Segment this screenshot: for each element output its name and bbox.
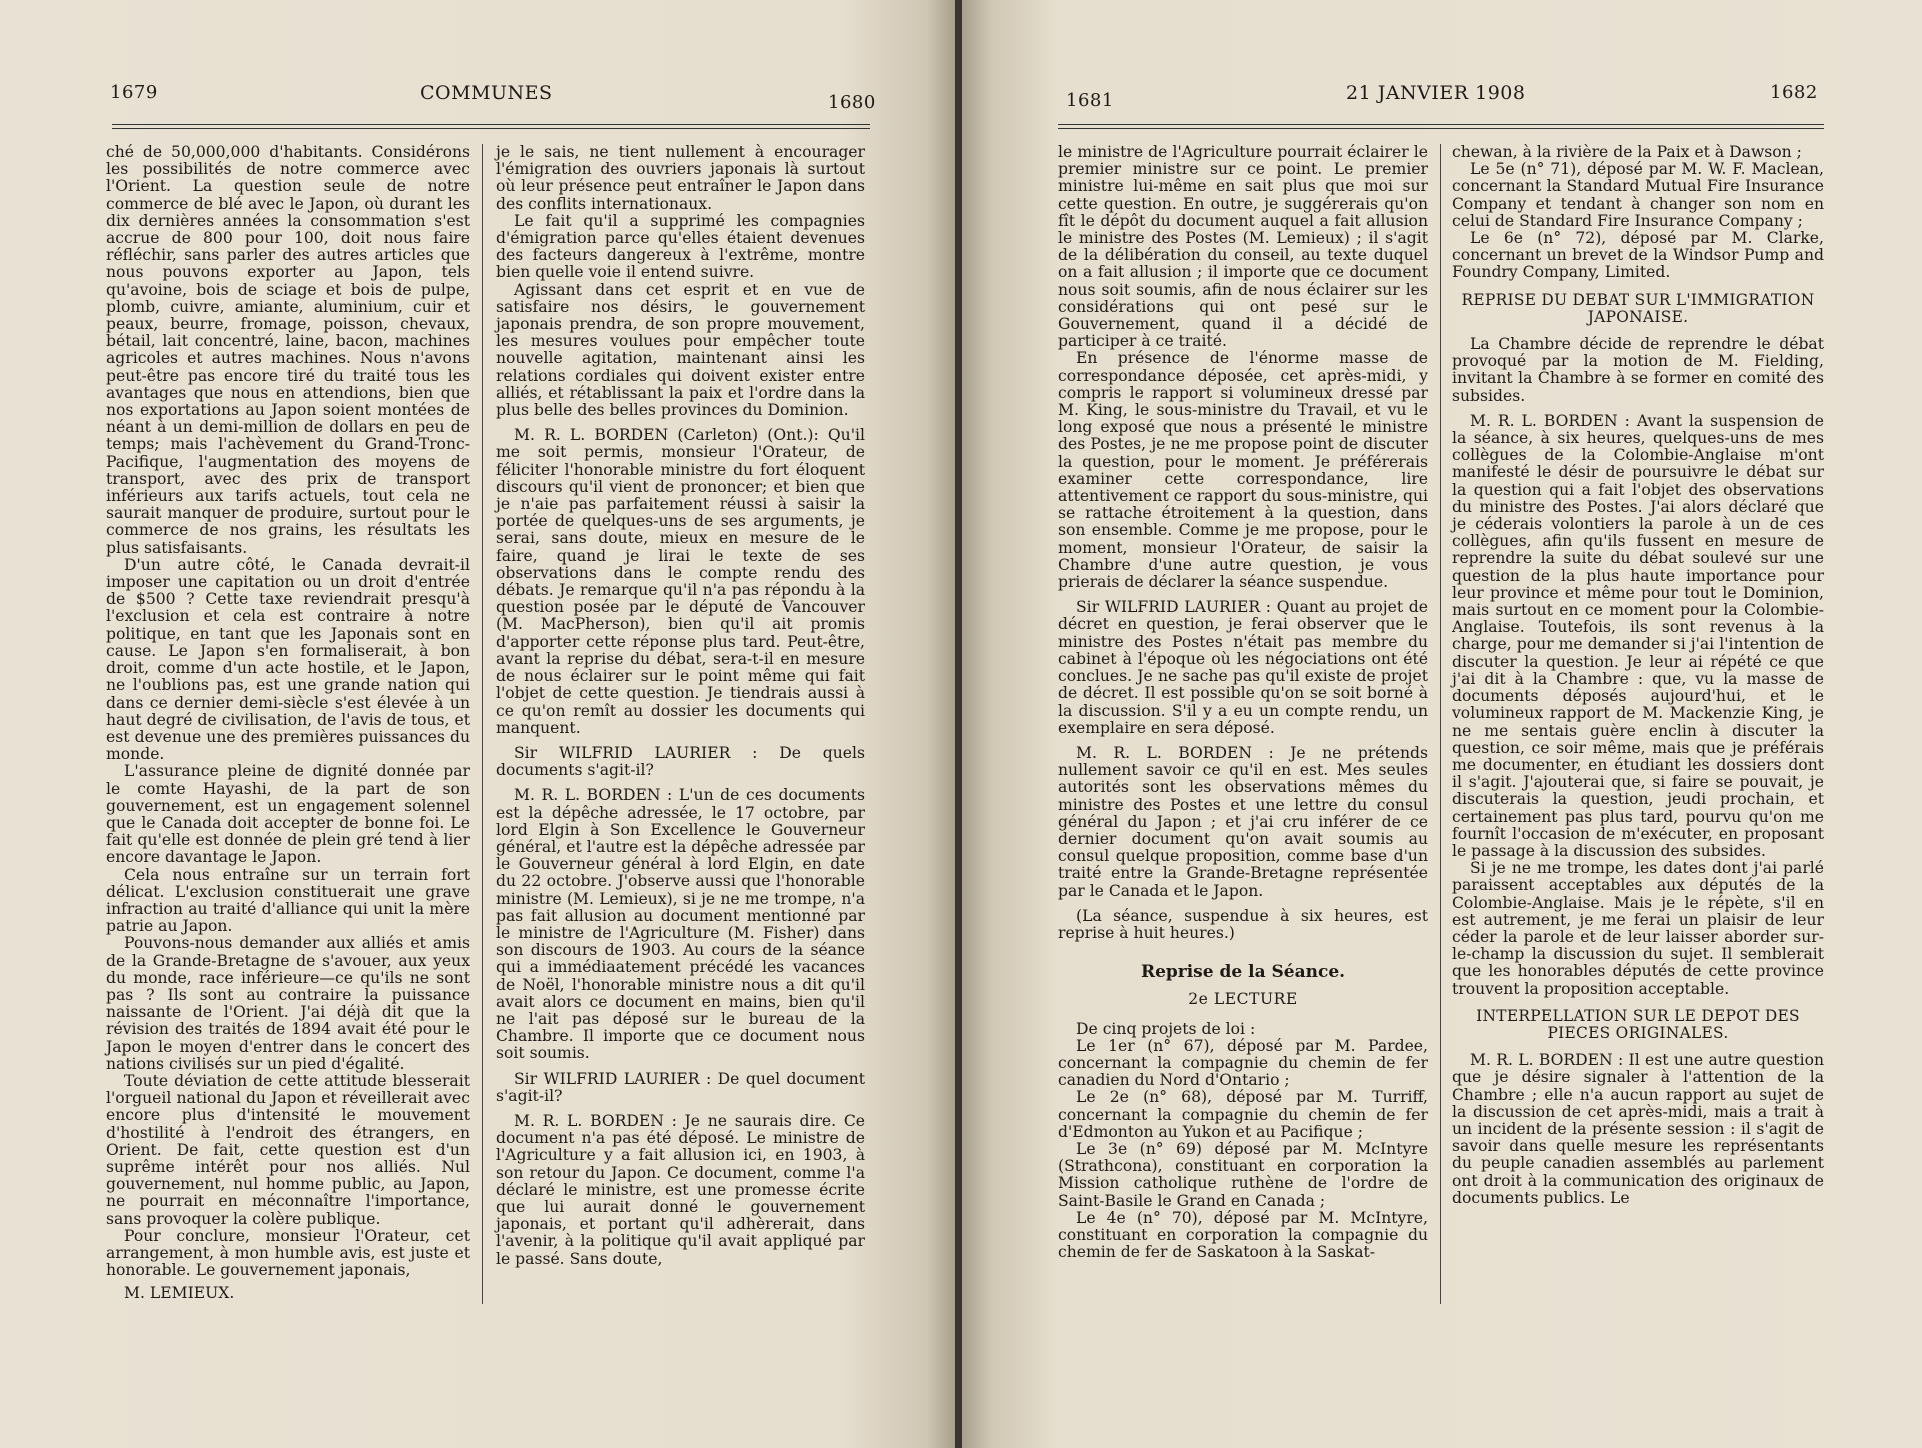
paragraph: Le 6e (n° 72), déposé par M. Clarke, concernant un brevet de la Windsor Pump and Foundry Company, Limited. <box>1452 229 1824 282</box>
column-divider <box>482 144 483 1304</box>
section-heading-immigration: REPRISE DU DEBAT SUR L'IMMIGRATION JAPONAISE. <box>1461 290 1815 326</box>
paragraph: Le 1er (n° 67), déposé par M. Pardee, concernant la compagnie du chemin de fer canadien du Nord d'Ontario ; <box>1058 1036 1428 1090</box>
paragraph: L'assurance pleine de dignité donnée par le comte Hayashi, de la part de son gouvernement, est un engagement solennel que le Canada doit accepter de bonne foi. Le fait qu'elle est donnée de plein gré tend à lier encore davantage le Japon. <box>106 762 470 867</box>
page-footer-speaker: M. LEMIEUX. <box>124 1284 235 1303</box>
paragraph: Pour conclure, monsieur l'Orateur, cet arrangement, à mon humble avis, est juste et honorable. Le gouvernement japonais, <box>106 1226 470 1280</box>
right-page <box>962 0 1922 1448</box>
paragraph: D'un autre côté, le Canada devrait-il imposer une capitation ou un droit d'entrée de $500 ? Cette taxe reviendrait presqu'à l'exclusion et cela est contraire à notre politique, en tant que les Japonais sont en cause. Le Japon s'en formaliserait, à bon droit, comme d'un acte hostile, et le Japon, ne l'oublions pas, est une grande nation qui dans ce dernier demi-siècle s'est élevée à un haut degré de civilisation, de l'avis de tous, et est devenue une des premières puissances du monde. <box>106 555 470 764</box>
paragraph: En présence de l'énorme masse de correspondance déposée, cet après-midi, y compris le rapport si volumineux dressé par M. King, le sous-ministre du Travail, et vu le long exposé que nous a présenté le ministre des Postes, je ne me propose point de discuter la question, pour le moment. Je préférerais examiner cette correspondance, lire attentivement ce rapport du sous-ministre, qui se rattache étroitement à la question, dans son ensemble. Comme je me propose, pour le moment, monsieur l'Orateur, de saisir la Chambre d'une autre question, je vous prierais de déclarer la séance suspendue. <box>1058 349 1428 592</box>
paragraph: Sir WILFRID LAURIER : De quel document s'agit-il? <box>496 1069 865 1105</box>
left-column-2 <box>496 144 865 1268</box>
paragraph: Pouvons-nous demander aux alliés et amis de la Grande-Bretagne de s'avouer, aux yeux du monde, race inférieure—ce qu'ils ne sont pas ? Ils sont au contraire la puissance naissante de l'Orient. J'ai déjà dit que la révision des traités de 1894 avait été pour le Japon le moyen d'entrer dans le concert des nations civilisés sur un pied d'égalité. <box>106 934 470 1073</box>
header-rule <box>1058 124 1824 129</box>
page-number-1680: 1680 <box>828 92 876 113</box>
paragraph: Le 5e (n° 71), déposé par M. W. F. Maclean, concernant la Standard Mutual Fire Insurance Company et tendant à changer son nom en celui de Standard Fire Insurance Company ; <box>1452 160 1824 230</box>
page-number-1682: 1682 <box>1770 82 1818 103</box>
left-column-1 <box>106 144 470 1303</box>
paragraph: Le 4e (n° 70), déposé par M. McIntyre, constituant en corporation la compagnie du chemin de fer de Saskatoon à la Saskat- <box>1058 1208 1428 1262</box>
header-rule <box>112 124 870 129</box>
paragraph: Le fait qu'il a supprimé les compagnies d'émigration parce qu'elles étaient devenues des facteurs dangereux à l'extrême, montre bien quelle voie il entend suivre. <box>496 211 865 282</box>
paragraph: Si je ne me trompe, les dates dont j'ai parlé paraissent acceptables aux députés de la Colombie-Anglaise. Mais je le répète, s'il en est autrement, je me ferai un plaisir de leur céder la parole et de leur laisser aborder sur-le-champ la discussion du sujet. Il semblerait que les honorables députés de cette province trouvent la proposition acceptable. <box>1452 859 1824 998</box>
section-heading-reprise: Reprise de la Séance. <box>1140 962 1346 983</box>
paragraph: M. R. L. BORDEN : L'un de ces documents est la dépêche adressée, le 17 octobre, par lord Elgin à Son Excellence le Gouverneur général, et l'autre est la dépêche adressée par le Gouverneur général à lord Elgin, en date du 22 octobre. J'observe aussi que l'honorable ministre (M. Lemieux), si je ne me trompe, n'a pas fait allusion au document mentionné par le ministre de l'Agriculture (M. Fisher) dans son discours de 1903. Au cours de la séance qui a immédiaatement précédé les vacances de Noël, l'honorable ministre nous a dit qu'il avait alors ce document en mains, bien qu'il ne l'ait pas déposé sur le bureau de la Chambre. Il importe que ce document nous soit soumis. <box>496 786 865 1063</box>
paragraph: Le 2e (n° 68), déposé par M. Turriff, concernant la compagnie du chemin de fer d'Edmonton au Yukon et au Pacifique ; <box>1058 1088 1428 1141</box>
paragraph: Sir WILFRID LAURIER : De quels documents s'agit-il? <box>496 743 865 780</box>
paragraph: Sir WILFRID LAURIER : Quant au projet de décret en question, je ferai observer que le ministre des Postes n'était pas membre du cabinet à l'époque où les négociations ont été conclues. Je ne sache pas qu'il existe de projet de décret. Il est possible qu'on se soit borné à la discussion. S'il y a eu un compte rendu, un exemplaire en sera déposé. <box>1058 598 1428 737</box>
subheading-2e-lecture: 2e LECTURE <box>1188 990 1298 1009</box>
running-title-communes: COMMUNES <box>420 82 553 104</box>
running-title-date: 21 JANVIER 1908 <box>1346 82 1526 104</box>
paragraph: Agissant dans cet esprit et en vue de satisfaire nos désirs, le gouvernement japonais prendra, de son propre mouvement, les mesures voulues pour empêcher toute nouvelle agitation, maintenant ainsi les relations cordiales qui doivent exister entre alliés, et rétablissant la paix et l'ordre dans la plus belle des belles provinces du Dominion. <box>496 280 865 420</box>
right-column-1 <box>1058 144 1428 1261</box>
paragraph: M. R. L. BORDEN : Je ne saurais dire. Ce document n'a pas été déposé. Le ministre de l'Agriculture y a fait allusion ici, en 1903, à son retour du Japon. Ce document, comme l'a déclaré le ministre, est une promesse écrite que lui aurait donné le gouvernement japonais, et portant qu'il adhèrerait, dans l'avenir, à la politique qu'il avait appliqué par le passé. Sans doute, <box>496 1111 865 1268</box>
paragraph: chewan, à la rivière de la Paix et à Dawson ; <box>1452 143 1802 161</box>
paragraph: je le sais, ne tient nullement à encourager l'émigration des ouvriers japonais là surtout où leur présence peut entraîner le Japon dans des conflits internationaux. <box>496 143 865 213</box>
paragraph: le ministre de l'Agriculture pourrait éclairer le premier ministre sur ce point. Le premier ministre lui-même en sait plus que moi sur cette question. En outre, je suggérerais qu'on fît le dépôt du document auquel a fait allusion le ministre des Postes (M. Lemieux) ; il s'agit de la délibération du conseil, au texte duquel on a fait allusion ; il importe que ce document nous soit soumis, afin de nous éclairer sur les considérations qui ont pesé sur le Gouvernement, quand il a décidé de participer à ce traité. <box>1058 143 1428 351</box>
paragraph: ché de 50,000,000 d'habitants. Considérons les possibilités de notre commerce avec l'Orient. La question seule de notre commerce de blé avec le Japon, où durant les dix dernières années la consommation s'est accrue de 800 pour 100, doit nous faire réfléchir, sans parler des autres articles que nous pouvons exporter au Japon, tels qu'avoine, bois de sciage et bois de pulpe, plomb, cuivre, amiante, aluminium, cuir et peaux, beurre, fromage, poisson, chevaux, bétail, lait concentré, laine, bacon, machines agricoles et autres machines. Nous n'avons peut-être pas encore tiré du traité tous les avantages que nous en attendions, bien que nos exportations au Japon soient montées de néant à un demi-million de dollars en peu de temps; mais l'achèvement du Grand-Tronc-Pacifique, l'augmentation des moyens de transport, avec des prix de transport inférieurs aux tarifs actuels, tout cela ne saurait manquer de produire, surtout pour le commerce de nos grains, les résultats les plus satisfaisants. <box>106 143 470 557</box>
paragraph: (La séance, suspendue à six heures, est reprise à huit heures.) <box>1058 906 1428 942</box>
paragraph: M. R. L. BORDEN : Avant la suspension de la séance, à six heures, quelques-uns de mes collègues de la Colombie-Anglaise m'ont manifesté le désir de poursuivre le débat sur la question qui a fait l'objet des observations du ministre des Postes. J'ai alors déclaré que je céderais volontiers la parole à un de ces collègues, afin qu'ils fussent en mesure de reprendre la suite du débat soulevé sur une question de la plus haute importance pour leur province et même pour tout le Dominion, mais surtout en ce moment pour la Colombie-Anglaise. Toutefois, ils sont revenus à la charge, pour me demander si j'ai l'intention de discuter la question. Je leur ai répété ce que j'ai dit à la Chambre : que, vu la masse de documents déposés aujourd'hui, et le volumineux rapport de M. Mackenzie King, je ne me sentais guère enclin à discuter la question, ce soir même, mais que je préférais me documenter, en étudiant les dossiers dont il s'agit. J'ajouterai que, si faire se pouvait, je discuterais la question, jeudi prochain, et certainement pas plus tard, pourvu qu'on me fournît l'occasion de m'exécuter, en proposant le passage à la discussion des subsides. <box>1452 411 1824 860</box>
left-page <box>0 0 955 1448</box>
page-number-1681: 1681 <box>1066 90 1114 111</box>
paragraph: M. R. L. BORDEN (Carleton) (Ont.): Qu'il me soit permis, monsieur l'Orateur, de féliciter l'honorable ministre du fort éloquent discours qu'il vient de prononcer; et bien que je n'aie pas parfaitement réussi à saisir la portée de quelques-uns de ses arguments, je serai, sans doute, mieux en mesure de le faire, quand je lirai le texte de ses observations dans le compte rendu des débats. Je remarque qu'il n'a pas répondu à la question posée par le député de Vancouver (M. MacPherson), bien qu'il ait promis d'apporter cette réponse plus tard. Peut-être, avant la reprise du débat, sera-t-il en mesure de nous éclairer sur le point même qui fait l'objet de cette question. Je tiendrais aussi à ce qu'on remît au dossier les documents qui manquent. <box>496 426 865 737</box>
paragraph: M. R. L. BORDEN : Je ne prétends nullement savoir ce qu'il en est. Mes seules autorités sont les observations mêmes du ministre des Postes et une lettre du consul général du Japon ; et j'ai cru inférer de ce dernier document qu'on avait soumis au consul quelque proposition, comme base d'un traité entre la Grande-Bretagne représentée par le Canada et le Japon. <box>1058 743 1428 900</box>
paragraph: M. R. L. BORDEN : Il est une autre question que je désire signaler à l'attention de la Chambre ; elle n'a aucun rapport au sujet de la discussion de cet après-midi, mais a trait à un incident de la présente session : il s'agit de savoir dans quelle mesure les représentants du peuple canadien assemblés au parlement ont droit à la communication des originaux de documents publics. Le <box>1452 1051 1824 1207</box>
column-divider <box>1440 144 1441 1304</box>
paragraph: Toute déviation de cette attitude blesserait l'orgueil national du Japon et réveillerait avec encore plus d'intensité le mouvement d'hostilité à l'endroit des étrangers, en Orient. De fait, cette question est d'un suprême intérêt pour nos alliés. Nul gouvernement, nul homme public, au Japon, ne pourrait en méconnaître l'importance, sans provoquer la colère publique. <box>106 1071 470 1228</box>
section-heading-interpellation: INTERPELLATION SUR LE DEPOT DES PIECES ORIGINALES. <box>1476 1006 1800 1042</box>
paragraph: De cinq projets de loi : <box>1076 1019 1256 1038</box>
paragraph: Cela nous entraîne sur un terrain fort délicat. L'exclusion constituerait une grave infraction au traité d'alliance qui unit la mère patrie au Japon. <box>106 865 470 936</box>
right-column-2 <box>1452 144 1824 1207</box>
page-number-1679: 1679 <box>110 82 158 103</box>
paragraph: La Chambre décide de reprendre le débat provoqué par la motion de M. Fielding, invitant la Chambre à se former en comité des subsides. <box>1452 335 1824 405</box>
paragraph: Le 3e (n° 69) déposé par M. McIntyre (Strathcona), constituant en corporation la Mission catholique ruthène de l'ordre de Saint-Basile le Grand en Canada ; <box>1058 1139 1428 1210</box>
